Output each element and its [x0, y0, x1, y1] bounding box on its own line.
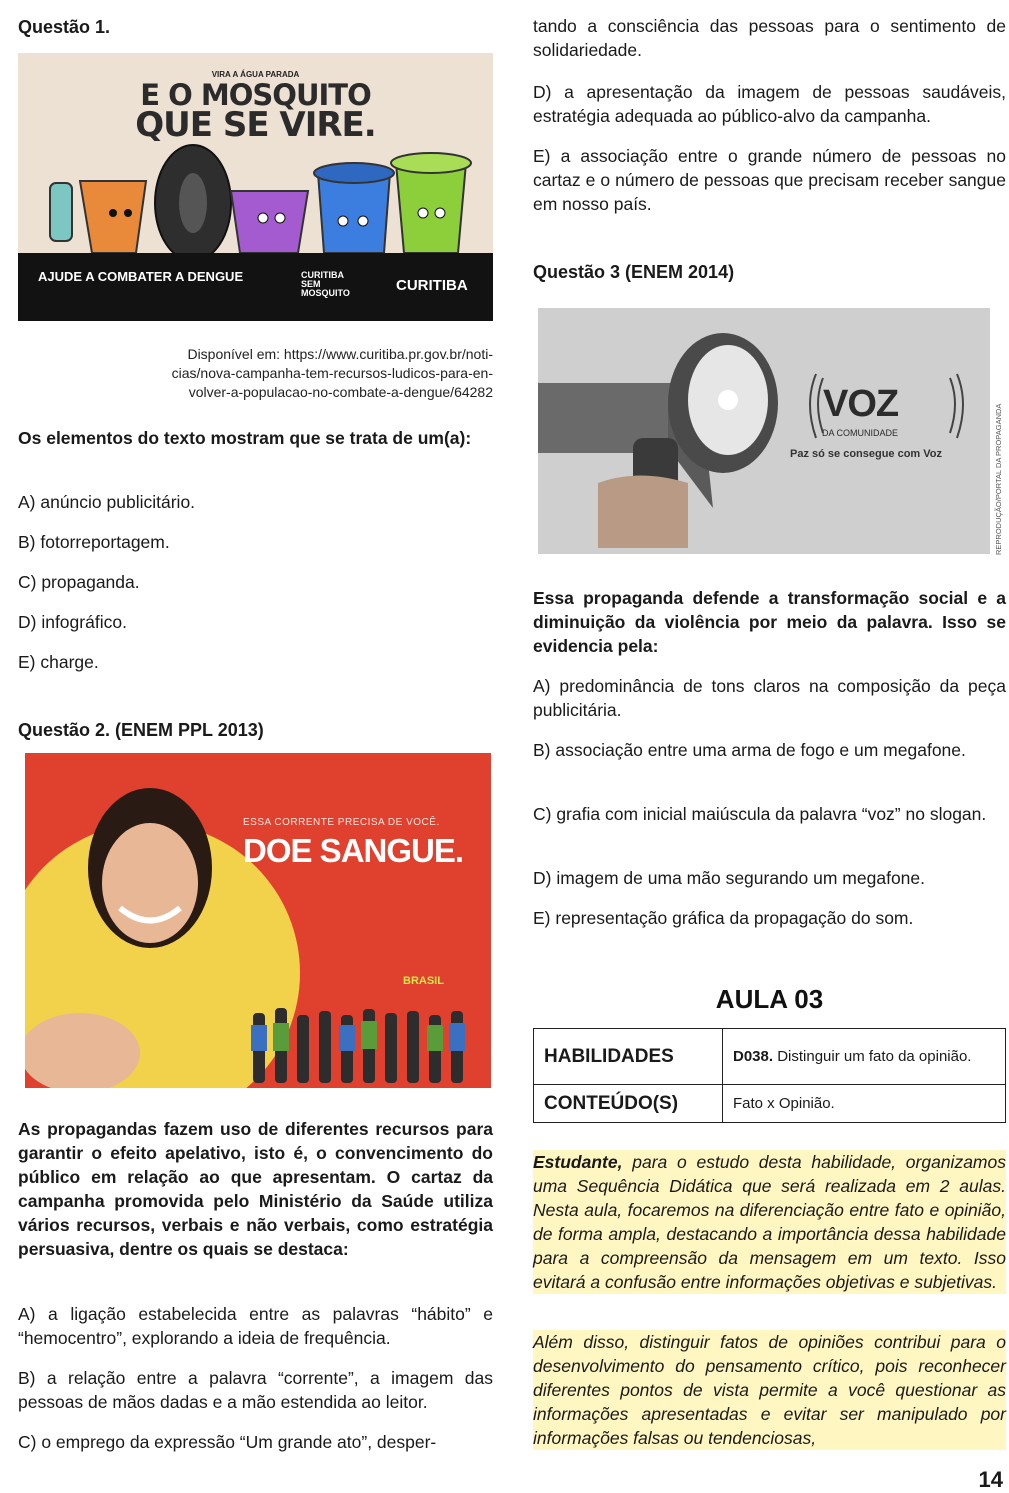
- q1-source-line: Disponível em: https://www.curitiba.pr.gov.br/noti-: [187, 346, 493, 362]
- lesson-title: AULA 03: [715, 984, 824, 1014]
- skill-code: D038.: [733, 1048, 774, 1065]
- content-value: Fato x Opinião.: [723, 1085, 1006, 1123]
- q1-source: [18, 345, 493, 402]
- q2-option: B) a relação entre a palavra “corrente”, a imagem das pessoas de mãos dadas e a mão estendida ao leitor.: [18, 1368, 493, 1412]
- dengue-logo-text: CURITIBA SEM MOSQUITO: [301, 270, 350, 298]
- skills-label: HABILIDADES: [534, 1029, 723, 1085]
- image-credit: REPRODUÇÃO/PORTAL DA PROPAGANDA: [994, 403, 1003, 555]
- q3-title: Questão 3 (ENEM 2014): [533, 262, 735, 282]
- q3-option: B) associação entre uma arma de fogo e um megafone.: [533, 740, 966, 760]
- q2-option-c-part2: tando a consciência das pessoas para o sentimento de solidariedade.: [533, 16, 1006, 60]
- q1-option: E) charge.: [18, 652, 99, 672]
- content-row: [534, 1085, 1006, 1123]
- brasil-logo: BRASIL: [403, 975, 444, 987]
- q2-option: E) a associação entre o grande número de pessoas no cartaz e o número de pessoas que precisam receber sangue em nosso país.: [533, 146, 1006, 214]
- q2-option: D) a apresentação da imagem de pessoas saudáveis, estratégia adequada ao público-alvo da campanha.: [533, 82, 1006, 126]
- skill-text: Distinguir um fato da opinião.: [773, 1048, 972, 1065]
- voz-logo: VOZ: [823, 383, 899, 425]
- q1-source-line: volver-a-populacao-no-combate-a-dengue/64282: [188, 384, 493, 400]
- skills-row: [534, 1029, 1006, 1085]
- skills-value: [723, 1029, 1006, 1085]
- megaphone-illustration: [538, 308, 990, 554]
- q1-option: B) fotorreportagem.: [18, 532, 170, 552]
- q1-question: Os elementos do texto mostram que se trata de um(a):: [18, 428, 472, 448]
- dengue-bar-text: AJUDE A COMBATER A DENGUE: [38, 269, 244, 284]
- q2-option-c-part1: C) o emprego da expressão “Um grande ato”, desper-: [18, 1432, 437, 1452]
- intro-paragraph-1: [533, 1150, 1006, 1294]
- intro-text: para o estudo desta habilidade, organizamos uma Sequência Didática que será realizada em 2 aulas. Nesta aula, focaremos na diferenciação entre fato e opinião, de forma ampla, destacando a importância dessa habilidade para a compreensão da mensagem em um texto. Isso evitará a confusão entre informações objetivas e subjetivas.: [533, 1152, 1006, 1292]
- intro-paragraph-2: Além disso, distinguir fatos de opiniões contribui para o desenvolvimento do pensamento crítico, pois reconhecer diferentes pontos de vista permite a você questionar as informações apresentadas e evitar ser manipulado por informações falsas ou tendenciosas,: [533, 1332, 1006, 1448]
- blood-donation-poster: [25, 753, 491, 1088]
- q2-option: A) a ligação estabelecida entre as palavras “hábito” e “hemocentro”, explorando a ideia de frequência.: [18, 1304, 493, 1348]
- q3-option: A) predominância de tons claros na composição da peça publicitária.: [533, 676, 1006, 720]
- q1-source-line: cias/nova-campanha-tem-recursos-ludicos-para-en-: [171, 365, 493, 381]
- q1-option: D) infográfico.: [18, 612, 127, 632]
- content-label: CONTEÚDO(S): [534, 1085, 723, 1123]
- dengue-headline-2: QUE SE VIRE.: [135, 105, 376, 145]
- megaphone-ad-image: [538, 308, 990, 554]
- q3-option: E) representação gráfica da propagação do som.: [533, 908, 914, 928]
- page-number: 14: [978, 1467, 1003, 1492]
- q2-title: Questão 2. (ENEM PPL 2013): [18, 720, 264, 740]
- dengue-headline-1: E O MOSQUITO: [140, 78, 371, 112]
- dengue-footer-bar: [18, 253, 493, 321]
- q1-option: C) propaganda.: [18, 572, 140, 592]
- q1-option: A) anúncio publicitário.: [18, 492, 196, 512]
- q3-option: C) grafia com inicial maiúscula da palavra “voz” no slogan.: [533, 804, 987, 824]
- dengue-campaign-image: [18, 53, 493, 321]
- blood-donation-illustration: [25, 753, 491, 1088]
- q2-question: As propagandas fazem uso de diferentes recursos para garantir o efeito apelativo, isto é, o convencimento do público em relação ao que apresentam. O cartaz da campanha promovida pelo Ministério da Saúde utiliza vários recursos, verbais e não verbais, como estratégia persuasiva, dentre os quais se destaca:: [18, 1119, 493, 1259]
- voz-slogan: Paz só se consegue com Voz: [790, 448, 943, 460]
- intro-lead: Estudante,: [533, 1152, 623, 1172]
- curitiba-logo: CURITIBA: [396, 277, 468, 294]
- q1-title: Questão 1.: [18, 17, 111, 37]
- q3-question: Essa propaganda defende a transformação social e a diminuição da violência por meio da palavra. Isso se evidencia pela:: [533, 588, 1006, 656]
- poster-line1: ESSA CORRENTE PRECISA DE VOCÊ.: [243, 817, 440, 828]
- skills-table: [533, 1028, 1006, 1123]
- dengue-small-title: VIRA A ÁGUA PARADA: [211, 70, 300, 79]
- poster-headline: DOE SANGUE.: [243, 832, 464, 869]
- voz-subtitle: DA COMUNIDADE: [822, 428, 899, 438]
- q3-option: D) imagem de uma mão segurando um megafone.: [533, 868, 926, 888]
